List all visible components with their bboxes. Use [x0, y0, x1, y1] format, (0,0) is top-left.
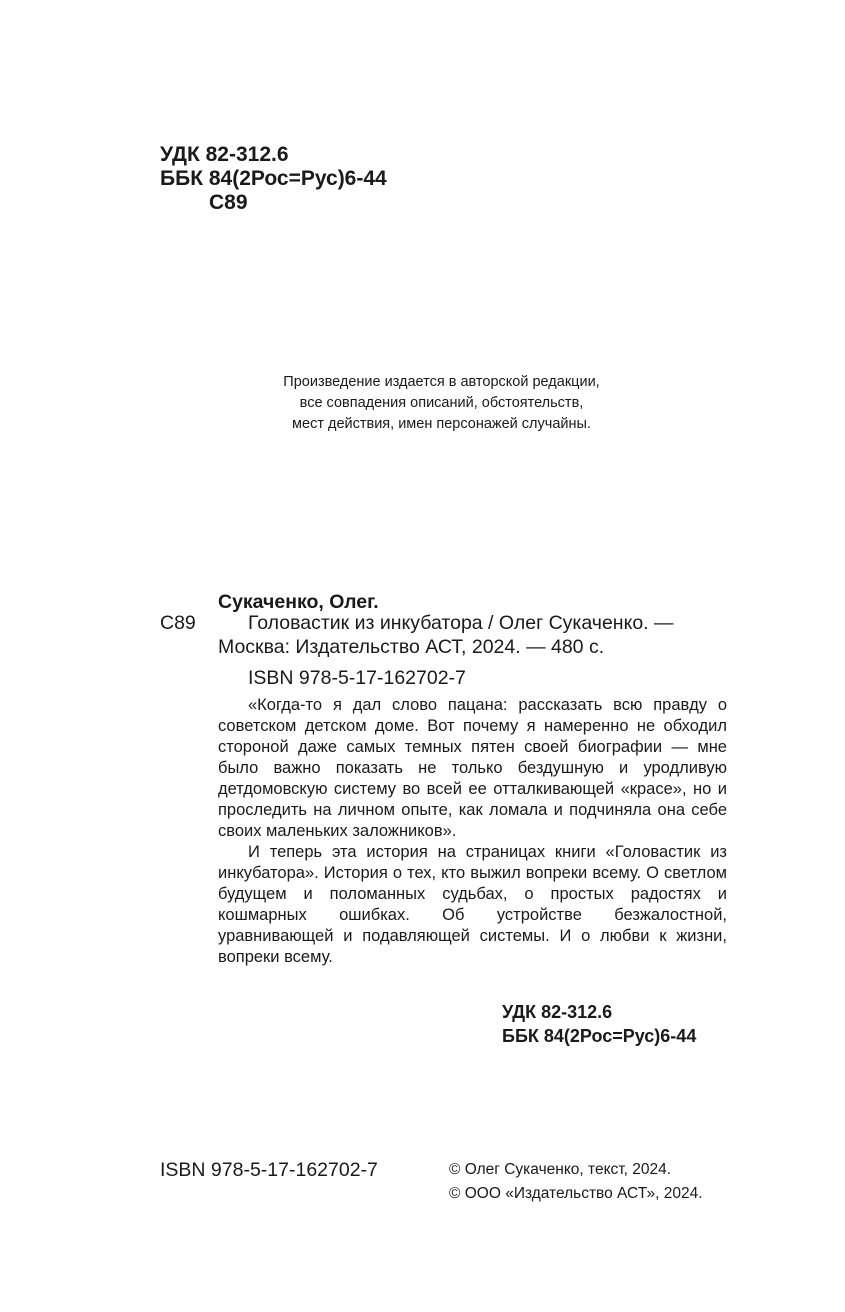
author-mark: С89	[209, 191, 248, 214]
annotation-paragraph: И теперь эта история на страницах книги «Головастик из инкубатора». История о тех, кто выжил вопреки всему. О светлом будущем и поломанных судьбах, о простых радостях и кошмарных ошибках. Об устройстве безжалостной, уравнивающей и подавляющей системы. И о любви к жизни, вопреки всему.	[218, 843, 727, 966]
copyright-text: © Олег Сукаченко, текст, 2024.	[449, 1161, 672, 1178]
copyright-publisher: © ООО «Издательство АСТ», 2024.	[449, 1185, 703, 1202]
annotation-paragraph: «Когда-то я дал слово пацана: рассказать всю правду о советском детском доме. Вот почему я намеренно не обходил стороной даже самых темных пятен своей биографии — мне было важно показать не только бездушную и уродливую детдомовскую систему во всей ее отталкивающей «красе», но и проследить на личном опыте, как ломала и подчиняла она себе своих маленьких заложников».	[218, 696, 727, 840]
footer-isbn: ISBN 978-5-17-162702-7	[160, 1159, 378, 1181]
bottom-classification-codes	[502, 1000, 696, 1048]
bbk-code: ББК 84(2Рос=Рус)6-44	[502, 1026, 697, 1046]
title-line: Головастик из инкубатора / Олег Сукаченко. —	[248, 612, 674, 634]
disclaimer	[160, 372, 723, 435]
disclaimer-line: все совпадения описаний, обстоятельств,	[299, 395, 584, 411]
annotation	[218, 695, 727, 968]
bibliographic-title	[218, 611, 728, 659]
disclaimer-line: мест действия, имен персонажей случайны.	[292, 416, 591, 432]
disclaimer-line: Произведение издается в авторской редакции,	[283, 374, 600, 390]
bbk-code: ББК 84(2Рос=Рус)6-44	[160, 167, 387, 190]
udk-code: УДК 82-312.6	[160, 143, 289, 166]
title-line: Москва: Издательство АСТ, 2024. — 480 с.	[218, 636, 605, 658]
udk-code: УДК 82-312.6	[502, 1002, 613, 1022]
copyright-block	[449, 1158, 703, 1206]
top-classification-codes	[160, 143, 387, 215]
bibliographic-isbn: ISBN 978-5-17-162702-7	[248, 667, 466, 689]
bibliographic-author: Сукаченко, Олег.	[218, 591, 379, 613]
bibliographic-author-mark: С89	[160, 612, 196, 634]
